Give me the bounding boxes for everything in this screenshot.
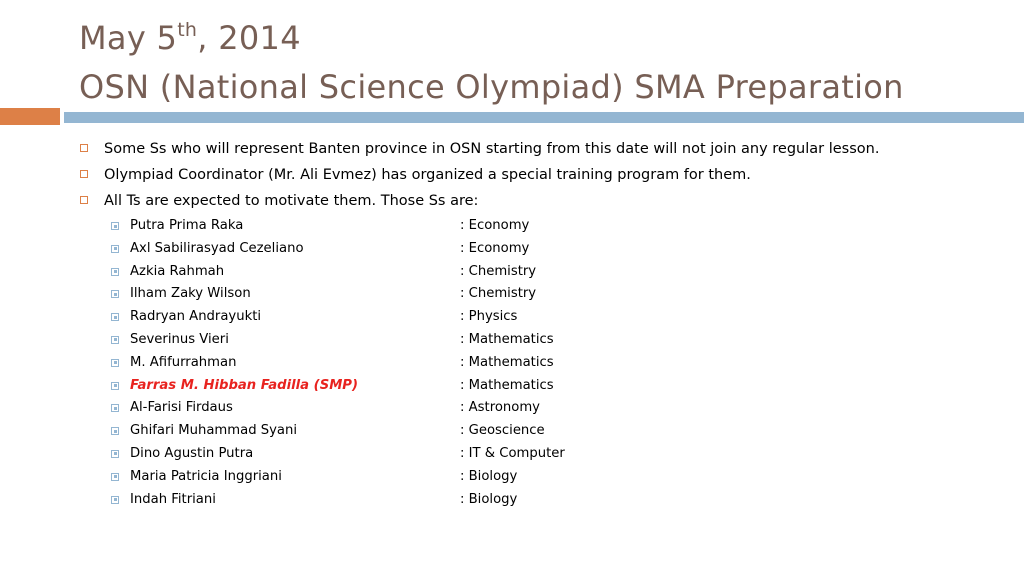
student-item <box>104 238 1008 261</box>
square-bullet-icon <box>111 313 119 321</box>
slide-content <box>78 136 1008 511</box>
student-subject: : Economy <box>460 218 530 233</box>
bullet-item <box>78 162 1008 188</box>
student-name: Putra Prima Raka <box>130 218 244 233</box>
square-bullet-icon <box>111 290 119 298</box>
student-subject: : Mathematics <box>460 377 554 393</box>
student-item <box>104 261 1008 284</box>
student-name: Indah Fitriani <box>130 491 216 507</box>
student-name-highlighted: Farras M. Hibban Fadilla (SMP) <box>130 377 359 393</box>
student-name: Radryan Andrayukti <box>130 309 262 325</box>
title-date-prefix: May 5 <box>79 19 178 57</box>
square-bullet-icon <box>80 196 88 204</box>
student-item <box>104 283 1008 306</box>
title-subtitle: OSN (National Science Olympiad) SMA Preparation <box>79 68 904 106</box>
student-item <box>104 489 1008 512</box>
bullet-list <box>78 136 1008 511</box>
square-bullet-icon <box>111 473 119 481</box>
accent-bar-blue <box>64 112 1024 123</box>
square-bullet-icon <box>111 404 119 412</box>
student-item <box>104 397 1008 420</box>
student-subject: : IT & Computer <box>460 445 565 461</box>
square-bullet-icon <box>111 427 119 435</box>
square-bullet-icon <box>111 450 119 458</box>
student-subject: : Geoscience <box>460 423 545 439</box>
student-item <box>104 329 1008 352</box>
student-subject: : Chemistry <box>460 286 537 302</box>
accent-bar-orange <box>0 108 60 125</box>
student-name: Severinus Vieri <box>130 331 229 347</box>
student-item <box>104 443 1008 466</box>
student-item <box>104 215 1008 238</box>
student-subject: : Physics <box>460 309 518 325</box>
student-subject: : Mathematics <box>460 354 554 370</box>
student-item <box>104 306 1008 329</box>
student-subject: : Biology <box>460 491 518 507</box>
student-name: Dino Agustin Putra <box>130 445 254 461</box>
square-bullet-icon <box>111 222 119 230</box>
student-name: Al-Farisi Firdaus <box>130 400 233 416</box>
square-bullet-icon <box>111 359 119 367</box>
square-bullet-icon <box>111 245 119 253</box>
square-bullet-icon <box>111 336 119 344</box>
student-name: Ilham Zaky Wilson <box>130 286 251 302</box>
student-name: M. Afifurrahman <box>130 354 237 370</box>
student-name: Maria Patricia Inggriani <box>130 468 282 484</box>
square-bullet-icon <box>111 268 119 276</box>
bullet-item <box>78 136 1008 162</box>
bullet-text: All Ts are expected to motivate them. Those Ss are: <box>104 193 479 209</box>
square-bullet-icon <box>80 144 88 152</box>
student-subject: : Astronomy <box>460 400 540 416</box>
slide-title <box>79 14 999 112</box>
student-list <box>104 214 1008 511</box>
title-date-suffix: , 2014 <box>197 19 301 57</box>
student-subject: : Biology <box>460 468 518 484</box>
square-bullet-icon <box>111 382 119 390</box>
square-bullet-icon <box>111 496 119 504</box>
student-name: Azkia Rahmah <box>130 263 225 279</box>
student-name: Axl Sabilirasyad Cezeliano <box>130 240 304 256</box>
student-item <box>104 375 1008 398</box>
square-bullet-icon <box>80 170 88 178</box>
student-item <box>104 420 1008 443</box>
student-subject: : Chemistry <box>460 263 537 279</box>
student-name: Ghifari Muhammad Syani <box>130 423 298 439</box>
title-date <box>79 14 999 63</box>
bullet-text: Some Ss who will represent Banten province in OSN starting from this date will not join any regular lesson. <box>104 141 880 157</box>
student-subject: : Mathematics <box>460 331 554 347</box>
student-subject: : Economy <box>460 240 530 256</box>
student-item <box>104 352 1008 375</box>
bullet-item <box>78 188 1008 511</box>
bullet-text: Olympiad Coordinator (Mr. Ali Evmez) has organized a special training program for them. <box>104 167 751 183</box>
student-item <box>104 466 1008 489</box>
title-date-superscript: th <box>177 19 198 41</box>
